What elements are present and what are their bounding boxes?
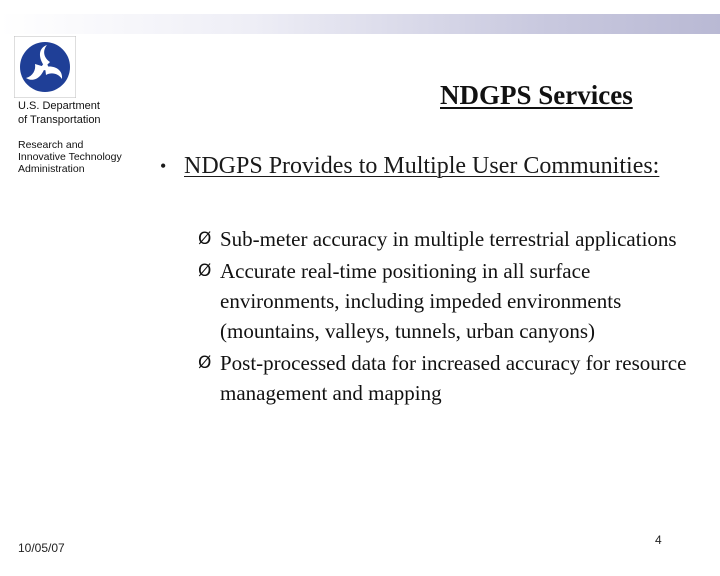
- agency-line-2: of Transportation: [18, 114, 101, 126]
- main-bullet: [160, 151, 660, 181]
- sub-bullet-item: [198, 348, 698, 408]
- arrow-bullet-icon: Ø: [198, 261, 212, 281]
- slide-date: 10/05/07: [18, 541, 65, 555]
- slide-title: NDGPS Services: [440, 80, 633, 110]
- sidebar: [0, 0, 160, 576]
- agency-line-1: U.S. Department: [18, 100, 100, 112]
- bullet-icon: •: [160, 156, 167, 176]
- sub-bullet-list: [198, 224, 698, 410]
- sub-bullet-item: [198, 224, 698, 254]
- main-bullet-text: NDGPS Provides to Multiple User Communities:: [184, 153, 660, 179]
- page-number: 4: [655, 533, 662, 547]
- agency-name: [18, 99, 101, 127]
- arrow-bullet-icon: Ø: [198, 353, 212, 373]
- sub-bullet-text: Post-processed data for increased accuracy for resource management and mapping: [220, 351, 687, 405]
- sub-agency-line-1: Research and: [18, 139, 84, 151]
- sub-agency-line-2: Innovative Technology: [18, 151, 122, 163]
- sub-agency-name: [18, 139, 122, 175]
- sub-agency-line-3: Administration: [18, 163, 85, 175]
- arrow-bullet-icon: Ø: [198, 229, 212, 249]
- sub-bullet-item: [198, 256, 698, 346]
- sub-bullet-text: Sub-meter accuracy in multiple terrestrial applications: [220, 227, 677, 251]
- dot-triskelion-logo-icon: [14, 36, 76, 98]
- sub-bullet-text: Accurate real-time positioning in all surface environments, including impeded environments (mountains, valleys, tunnels, urban canyons): [220, 259, 622, 343]
